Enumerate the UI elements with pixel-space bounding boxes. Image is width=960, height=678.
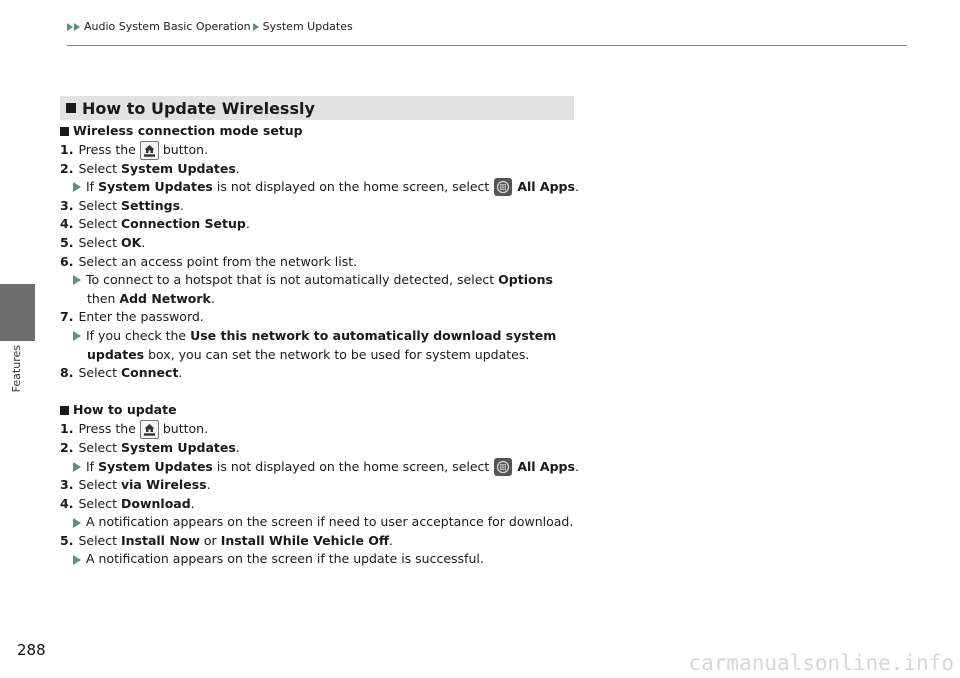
subheading-how-to-update: How to update bbox=[60, 401, 600, 420]
step-7-note-continued: updates box, you can set the network to be used for system updates. bbox=[87, 346, 530, 362]
step-6-note-continued: then Add Network . bbox=[87, 290, 215, 306]
update-step-4-note: A notification appears on the screen if need to user acceptance for download. bbox=[60, 513, 600, 532]
update-step-1: 1. Press the button. bbox=[60, 420, 600, 439]
update-step-2: 2. Select System Updates . bbox=[60, 439, 240, 455]
step-8: 8. Select Connect . bbox=[60, 365, 183, 381]
instructions bbox=[60, 122, 600, 569]
step-4: 4. Select Connection Setup . bbox=[60, 216, 250, 232]
note-arrow-icon bbox=[73, 275, 81, 285]
page-number: 288 bbox=[17, 641, 46, 659]
step-2-note: If System Updates is not displayed on the home screen, select All Apps . bbox=[60, 178, 600, 197]
update-step-4: 4. Select Download . bbox=[60, 495, 195, 511]
update-step-5: 5. Select Install Now or Install While Vehicle Off . bbox=[60, 532, 394, 548]
home-button-icon bbox=[140, 141, 159, 160]
home-button-icon bbox=[140, 420, 159, 439]
note-arrow-icon bbox=[73, 555, 81, 565]
step-6-note: To connect to a hotspot that is not automatically detected, select Options bbox=[60, 271, 600, 290]
step-5: 5. Select OK . bbox=[60, 234, 146, 250]
update-step-3: 3. Select via Wireless . bbox=[60, 477, 211, 493]
note-arrow-icon bbox=[73, 462, 81, 472]
breadcrumb-part1[interactable]: Audio System Basic Operation bbox=[84, 20, 251, 33]
step-1: 1. Press the button. bbox=[60, 141, 600, 160]
breadcrumb-part2[interactable]: System Updates bbox=[262, 20, 353, 33]
square-bullet-icon bbox=[66, 103, 76, 113]
header-divider bbox=[67, 45, 907, 46]
step-7-note: If you check the Use this network to automatically download system bbox=[60, 327, 600, 346]
breadcrumb-arrow-icon bbox=[67, 23, 81, 31]
update-step-2-note: If System Updates is not displayed on the home screen, select All Apps . bbox=[60, 458, 600, 477]
watermark: carmanualsonline.info bbox=[688, 651, 954, 675]
section-title: How to Update Wirelessly bbox=[82, 98, 315, 118]
step-6: 6. Select an access point from the network list. bbox=[60, 253, 358, 269]
note-arrow-icon bbox=[73, 331, 81, 341]
step-7: 7. Enter the password. bbox=[60, 309, 204, 325]
breadcrumb-separator-icon bbox=[253, 23, 260, 31]
all-apps-icon bbox=[494, 178, 512, 196]
square-bullet-icon bbox=[60, 406, 69, 415]
spacer bbox=[60, 383, 600, 402]
sidebar-label: Features bbox=[10, 345, 23, 393]
section-tab bbox=[0, 284, 35, 341]
note-arrow-icon bbox=[73, 518, 81, 528]
breadcrumb bbox=[67, 20, 353, 33]
update-step-5-note: A notification appears on the screen if the update is successful. bbox=[60, 550, 600, 569]
note-arrow-icon bbox=[73, 182, 81, 192]
all-apps-icon bbox=[494, 458, 512, 476]
step-3: 3. Select Settings . bbox=[60, 197, 184, 213]
step-2: 2. Select System Updates . bbox=[60, 160, 240, 176]
square-bullet-icon bbox=[60, 127, 69, 136]
section-heading bbox=[60, 96, 574, 120]
subheading-wireless-setup: Wireless connection mode setup bbox=[60, 122, 600, 141]
